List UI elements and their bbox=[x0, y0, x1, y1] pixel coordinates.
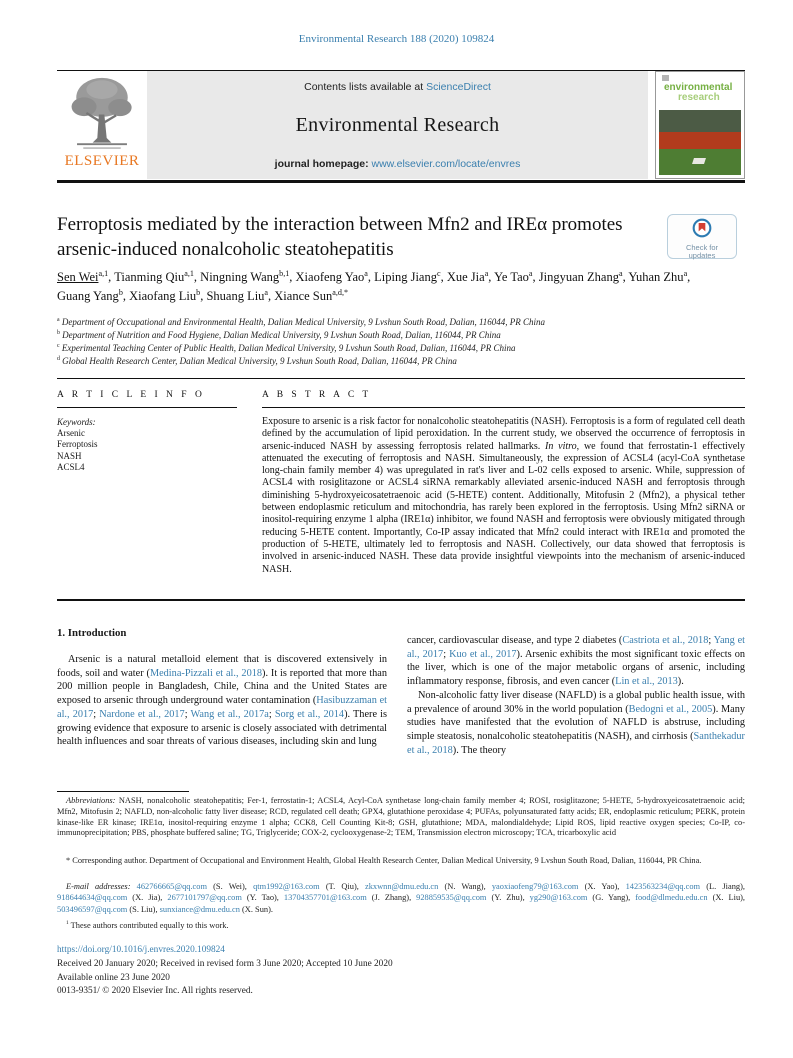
affiliation-sup: a bbox=[57, 317, 60, 323]
author-name: Yuhan Zhu bbox=[628, 270, 684, 284]
author-name: Tianming Qiu bbox=[114, 270, 185, 284]
keyword-item: ACSL4 bbox=[57, 461, 85, 472]
inline-link[interactable]: 2677101797@qq.com bbox=[167, 893, 242, 903]
citation-header: Environmental Research 188 (2020) 109824 bbox=[298, 33, 495, 45]
inline-link[interactable]: Lin et al., 2013 bbox=[615, 676, 678, 688]
abstract-rule bbox=[262, 407, 745, 408]
journal-title: Environmental Research bbox=[295, 114, 500, 136]
copyright-line: 0013-9351/ © 2020 Elsevier Inc. All rights reserved. bbox=[57, 986, 253, 996]
inline-link[interactable]: Yang et al., 2017 bbox=[407, 635, 745, 660]
inline-link[interactable]: food@dlmedu.edu.cn bbox=[635, 893, 708, 903]
sciencedirect-link[interactable]: ScienceDirect bbox=[426, 81, 491, 93]
elsevier-wordmark: ELSEVIER bbox=[64, 153, 140, 169]
affiliations-block bbox=[57, 316, 745, 368]
text-segment: Arsenic is a natural metalloid element that is discovered extensively in foods, soil and water ( bbox=[57, 654, 387, 679]
inline-link[interactable]: Castriota et al., 2018 bbox=[622, 635, 709, 646]
author-affiliation-sup: a bbox=[528, 268, 533, 278]
inline-link[interactable]: Wang et al., 2017a bbox=[190, 708, 269, 720]
affiliation-text: Experimental Teaching Center of Public Health, Dalian Medical University, 9 Lvshun South Road, Dalian, 116044, PR China bbox=[59, 343, 516, 353]
text-segment: These authors contributed equally to this work. bbox=[68, 921, 229, 930]
abstract-text bbox=[262, 416, 745, 576]
inline-link[interactable]: Hasibuzzaman et al., 2017 bbox=[57, 695, 387, 720]
cover-publisher-mark-icon bbox=[662, 75, 669, 81]
author-name: Jingyuan Zhang bbox=[538, 270, 619, 284]
keywords-block bbox=[57, 417, 237, 473]
text-segment: (S. Wei), bbox=[206, 882, 254, 891]
article-info-heading: A R T I C L E I N F O bbox=[57, 390, 205, 400]
keyword-item: NASH bbox=[57, 450, 82, 461]
header-bottom-rule bbox=[57, 180, 745, 183]
text-segment: ; bbox=[708, 635, 714, 646]
text-segment: ). Arsenic exhibits the most significant toxic effects on the liver, which is one of the major metabolic organs of arsenic, including inflammatory response, fibrosis, and even cancer ( bbox=[407, 648, 745, 688]
abstract-heading: A B S T R A C T bbox=[262, 390, 372, 400]
text-segment: * Corresponding author. Department of Occupational and Environment Health, Global Health Research Center, Dalian Medical University, 9 Lvshun South Road, Dalian, 116044, PR China. bbox=[66, 856, 702, 865]
equal-contribution-footnote bbox=[57, 921, 745, 932]
text-segment: (X. Liu), bbox=[707, 893, 746, 903]
affiliation-text: Department of Occupational and Environmental Health, Dalian Medical University, 9 Lvshun South Road, Dalian, 116044, PR China bbox=[59, 317, 546, 327]
contents-prefix: Contents lists available at bbox=[304, 81, 427, 93]
text-segment: (X. Jia), bbox=[127, 893, 168, 903]
author-affiliation-sup: a bbox=[364, 268, 368, 278]
text-segment: NASH, nonalcoholic steatohepatitis; Fer-1, ferrostatin-1; ACSL4, Acyl-CoA synthetase long-chain family member 4; ROSI, rosiglitazone; 5-HETE, 5-hydroxyeicosatetraenoic acid; Mfn2, Mitofusin 2; NAFLD, non-alcoholic fatty liver disease; RCD, regulated cell death; GPX4, glutathione peroxidase 4; PUFAs, polyunsaturated fatty acids; ER, endoplasmic reticulum; PERK, protein kinase-like ER kinase; IRE1α, inositol-requiring enzyme 1 alpha; CCK8, Cell Counting Kit-8; GSH, glutathione; MDA, malondialdehyde; Lipid ROS, lipid reactive oxygen species; Co-IP, co-immunoprecipitation; PBS, phosphate buffered saline; TG, Triglyceride; COX-2, cyclooxygenase-2; TEM, Transmission electron microscopy; TCA, tricarboxylic acid bbox=[57, 796, 745, 838]
inline-link[interactable]: zkxwnn@dmu.edu.cn bbox=[365, 882, 439, 891]
cover-photo-band-red bbox=[659, 132, 741, 149]
text-segment: ). The theory bbox=[452, 744, 507, 756]
author-name: Ye Tao bbox=[494, 270, 529, 284]
check-updates-badge[interactable] bbox=[667, 214, 737, 259]
keyword-item: Ferroptosis bbox=[57, 439, 98, 450]
author-affiliation-sup: a,1 bbox=[98, 268, 109, 278]
email-addresses-footnote bbox=[57, 881, 745, 915]
keyword-item: Arsenic bbox=[57, 428, 85, 439]
text-segment: , we found that ferrostatin-1 effectively attenuated the executing of ferroptosis and NASH. Simultaneously, the expression of ACSL4 (acyl-CoA synthetase long-chain family member 4) was upregulated in rat's liver and L-02 cells exposed to arsenic. While, suppression of ACSL4 with rosiglitazone or ACSL4 siRNA remarkably alleviated arsenic-induced NASH and ferroptosis through diminishing 5-hydroxyeicosatetraenoic acid (5-HETE) content. Additionally, Mitofusin 2 (Mfn2), a physical tether between endoplasmic reticulum and mitochondria, has rarely been explored in the ferroptosis. Using Mfn2 siRNA or inositol-requiring enzyme 1 alpha (IRE1α) inhibitor, we found NASH and ferroptosis were obviously mitigated through reducing 5-HETE content. Importantly, Co-IP assay indicated that Mfn2 could interact with IRE1α and promoted the production of 5-HETE, ultimately led to ferroptosis and NASH. Collectively, our data showed that ferroptosis is involved in arsenic-induced NASH. These data provide insightful viewpoints into the mechanism of arsenic-induced NASH. bbox=[262, 440, 745, 575]
corresponding-author-footnote bbox=[57, 855, 745, 866]
text-segment: ; bbox=[443, 648, 450, 660]
text-segment: ). It is reported that more than 200 million people in Bangladesh, Chile, China and the United States are exposed to arsenic through underground water contamination ( bbox=[57, 667, 387, 707]
received-dates: Received 20 January 2020; Received in revised form 3 June 2020; Accepted 10 June 2020 bbox=[57, 959, 393, 969]
available-online: Available online 23 June 2020 bbox=[57, 973, 170, 983]
introduction-heading: 1. Introduction bbox=[57, 627, 127, 639]
text-segment: (J. Zhang), bbox=[366, 893, 417, 903]
article-info-rule bbox=[57, 407, 237, 408]
text-segment: (Y. Tao), bbox=[241, 893, 284, 903]
author-name: Liping Jiang bbox=[374, 270, 437, 284]
affiliation-text: Department of Nutrition and Food Hygiene, Dalian Medical University, 9 Lvshun South Road, Dalian, 116044, PR China bbox=[59, 330, 501, 340]
author-affiliation-sup: a bbox=[683, 268, 688, 278]
text-segment: ; bbox=[268, 708, 275, 720]
cover-title-line1: environmental bbox=[664, 82, 733, 93]
affiliation-line bbox=[57, 342, 745, 355]
text-segment: (Y. Zhu), bbox=[486, 893, 530, 903]
inline-link[interactable]: qtm1992@163.com bbox=[253, 882, 320, 891]
cover-title-line2: research bbox=[678, 92, 720, 103]
text-segment: (T. Qiu), bbox=[319, 882, 366, 891]
text-segment: ). Many studies have manifested that the evolution of NAFLD is abstruse, including simple steatosis, nonalcoholic steatohepatitis (NASH), and cirrhosis ( bbox=[407, 703, 745, 742]
text-segment: ). bbox=[677, 676, 684, 688]
text-segment: (X. Yao), bbox=[578, 882, 626, 891]
inline-link[interactable]: 928859535@qq.com bbox=[416, 893, 487, 903]
intro-column-left bbox=[57, 653, 387, 749]
keywords-list bbox=[57, 428, 237, 473]
inline-link[interactable]: Bedogni et al., 2005 bbox=[628, 703, 713, 715]
author-name: Xiance Sun bbox=[274, 289, 333, 303]
inline-link[interactable]: Sorg et al., 2014 bbox=[274, 708, 345, 720]
text-segment: (G. Yang), bbox=[587, 893, 636, 903]
footnote-rule bbox=[57, 791, 189, 792]
author-name: Ningning Wang bbox=[200, 270, 280, 284]
intro-paragraph-2 bbox=[407, 689, 745, 758]
elsevier-logo bbox=[57, 71, 147, 179]
affiliation-sup: c bbox=[57, 343, 60, 349]
journal-cover-thumbnail bbox=[655, 71, 745, 179]
abstract-bottom-rule bbox=[57, 599, 745, 601]
inline-link[interactable]: 13704357701@163.com bbox=[283, 893, 367, 903]
inline-link[interactable]: Medina-Pizzali et al., 2018 bbox=[149, 667, 263, 679]
cover-photo-band-olive bbox=[659, 110, 741, 132]
author-affiliation-sup: c bbox=[436, 268, 441, 278]
inline-link[interactable]: Santhekadur et al., 2018 bbox=[407, 730, 745, 756]
author-name: Shuang Liu bbox=[206, 289, 265, 303]
author-affiliation-sup: a,1 bbox=[184, 268, 194, 278]
text-segment: cancer, cardiovascular disease, and type 2 diabetes ( bbox=[407, 635, 623, 646]
affiliations-rule bbox=[57, 378, 745, 379]
contents-line bbox=[304, 81, 491, 93]
text-segment: E-mail addresses: bbox=[66, 882, 137, 891]
text-segment: In vitro bbox=[545, 440, 577, 452]
homepage-line bbox=[275, 158, 521, 170]
text-segment: ). There is growing evidence that exposure to arsenic is closely associated with detrimental health influences and soar threats of various diseases, including skin and lung bbox=[57, 708, 388, 748]
author-name: Guang Yang bbox=[57, 289, 119, 303]
cover-photo bbox=[659, 110, 741, 175]
intro-paragraph-1-continued bbox=[407, 634, 745, 689]
doi-link[interactable]: https://doi.org/10.1016/j.envres.2020.109824 bbox=[57, 945, 225, 955]
author-affiliation-sup: a bbox=[618, 268, 623, 278]
homepage-link[interactable]: www.elsevier.com/locate/envres bbox=[371, 158, 521, 170]
text-segment: ; bbox=[184, 708, 191, 720]
author-affiliation-sup: b,1 bbox=[279, 268, 290, 278]
abbreviations-footnote bbox=[57, 796, 745, 839]
text-segment: Non-alcoholic fatty liver disease (NAFLD) is a global public health issue, with a prevalence of around 30% in the world population ( bbox=[407, 689, 745, 715]
affiliation-sup: d bbox=[57, 356, 60, 362]
text-segment: Exposure to arsenic is a risk factor for nonalcoholic steatohepatitis (NASH). Ferroptosis is a form of regulated cell death defined by the accumulation of lipid peroxidation. In the current study, we observed the occurrence of ferroptosis in arsenic-induced NASH by assessing ferroptosis related hallmarks. bbox=[262, 416, 745, 452]
affiliation-line bbox=[57, 329, 745, 342]
text-segment: 1 bbox=[66, 920, 69, 927]
affiliation-line bbox=[57, 316, 745, 329]
author-affiliation-sup: a bbox=[484, 268, 489, 278]
text-segment: ; bbox=[93, 708, 100, 720]
text-segment: (L. Jiang), bbox=[700, 882, 745, 891]
keywords-label: Keywords: bbox=[57, 417, 96, 427]
inline-link[interactable]: yg290@163.com bbox=[529, 893, 588, 903]
inline-link[interactable]: Nardone et al., 2017 bbox=[99, 708, 185, 720]
inline-link[interactable]: 503496597@qq.com bbox=[57, 904, 128, 914]
elsevier-tree-icon bbox=[57, 71, 147, 155]
inline-link[interactable]: 1423563234@qq.com bbox=[625, 882, 701, 891]
author-name: Xiaofang Liu bbox=[129, 289, 197, 303]
author-affiliation-sup: b bbox=[118, 287, 123, 297]
crossmark-icon bbox=[692, 225, 712, 242]
inline-link[interactable]: sunxiance@dmu.edu.cn bbox=[159, 904, 240, 914]
intro-paragraph-1 bbox=[57, 653, 387, 749]
affiliation-sup: b bbox=[57, 330, 60, 336]
author-affiliation-sup: a bbox=[264, 287, 269, 297]
author-affiliation-sup: b bbox=[196, 287, 201, 297]
authors-line: Sen Wei$^{a,1}$, Tianming Qiu$^{a,1}$, Ningning Wang$^{b,1}$, Xiaofeng Yao$^a$, Liping Jiang$^c$, Xue Jia$^a$, Ye Tao$^a$, Jingyuan Zhang$^a$, Yuhan Zhu$^a$, Guang Yang$^b$, Xiaofang Liu$^b$, Shuang Liu$^a$, Xiance Sun$^{a,d,*}$ bbox=[57, 268, 691, 303]
text-segment: (X. Sun). bbox=[239, 904, 273, 914]
text-segment: (S. Liu), bbox=[127, 904, 160, 914]
author-name: Sen Wei bbox=[57, 270, 99, 284]
inline-link[interactable]: Kuo et al., 2017 bbox=[449, 648, 517, 660]
author-affiliation-sup: a,d,* bbox=[332, 287, 349, 297]
inline-link[interactable]: 462766665@qq.com bbox=[136, 882, 207, 891]
author-name: Xue Jia bbox=[446, 270, 485, 284]
inline-link[interactable]: 918644634@qq.com bbox=[57, 893, 128, 903]
affiliation-text: Global Health Research Center, Dalian Medical University, 9 Lvshun South Road, Dalian, 116044, PR China bbox=[59, 356, 457, 366]
text-segment: (N. Wang), bbox=[438, 882, 492, 891]
homepage-prefix: journal homepage: bbox=[274, 158, 372, 170]
article-title: Ferroptosis mediated by the interaction between Mfn2 and IREα promotes arsenic-induced nonalcoholic steatohepatitis bbox=[57, 214, 623, 260]
affiliation-line bbox=[57, 355, 745, 368]
author-name: Xiaofeng Yao bbox=[295, 270, 365, 284]
journal-banner bbox=[147, 71, 648, 179]
text-segment: Abbreviations: bbox=[66, 796, 119, 805]
check-updates-label: Check for updates bbox=[685, 243, 719, 260]
intro-column-right bbox=[407, 634, 745, 757]
inline-link[interactable]: yaoxiaofeng79@163.com bbox=[491, 882, 579, 891]
